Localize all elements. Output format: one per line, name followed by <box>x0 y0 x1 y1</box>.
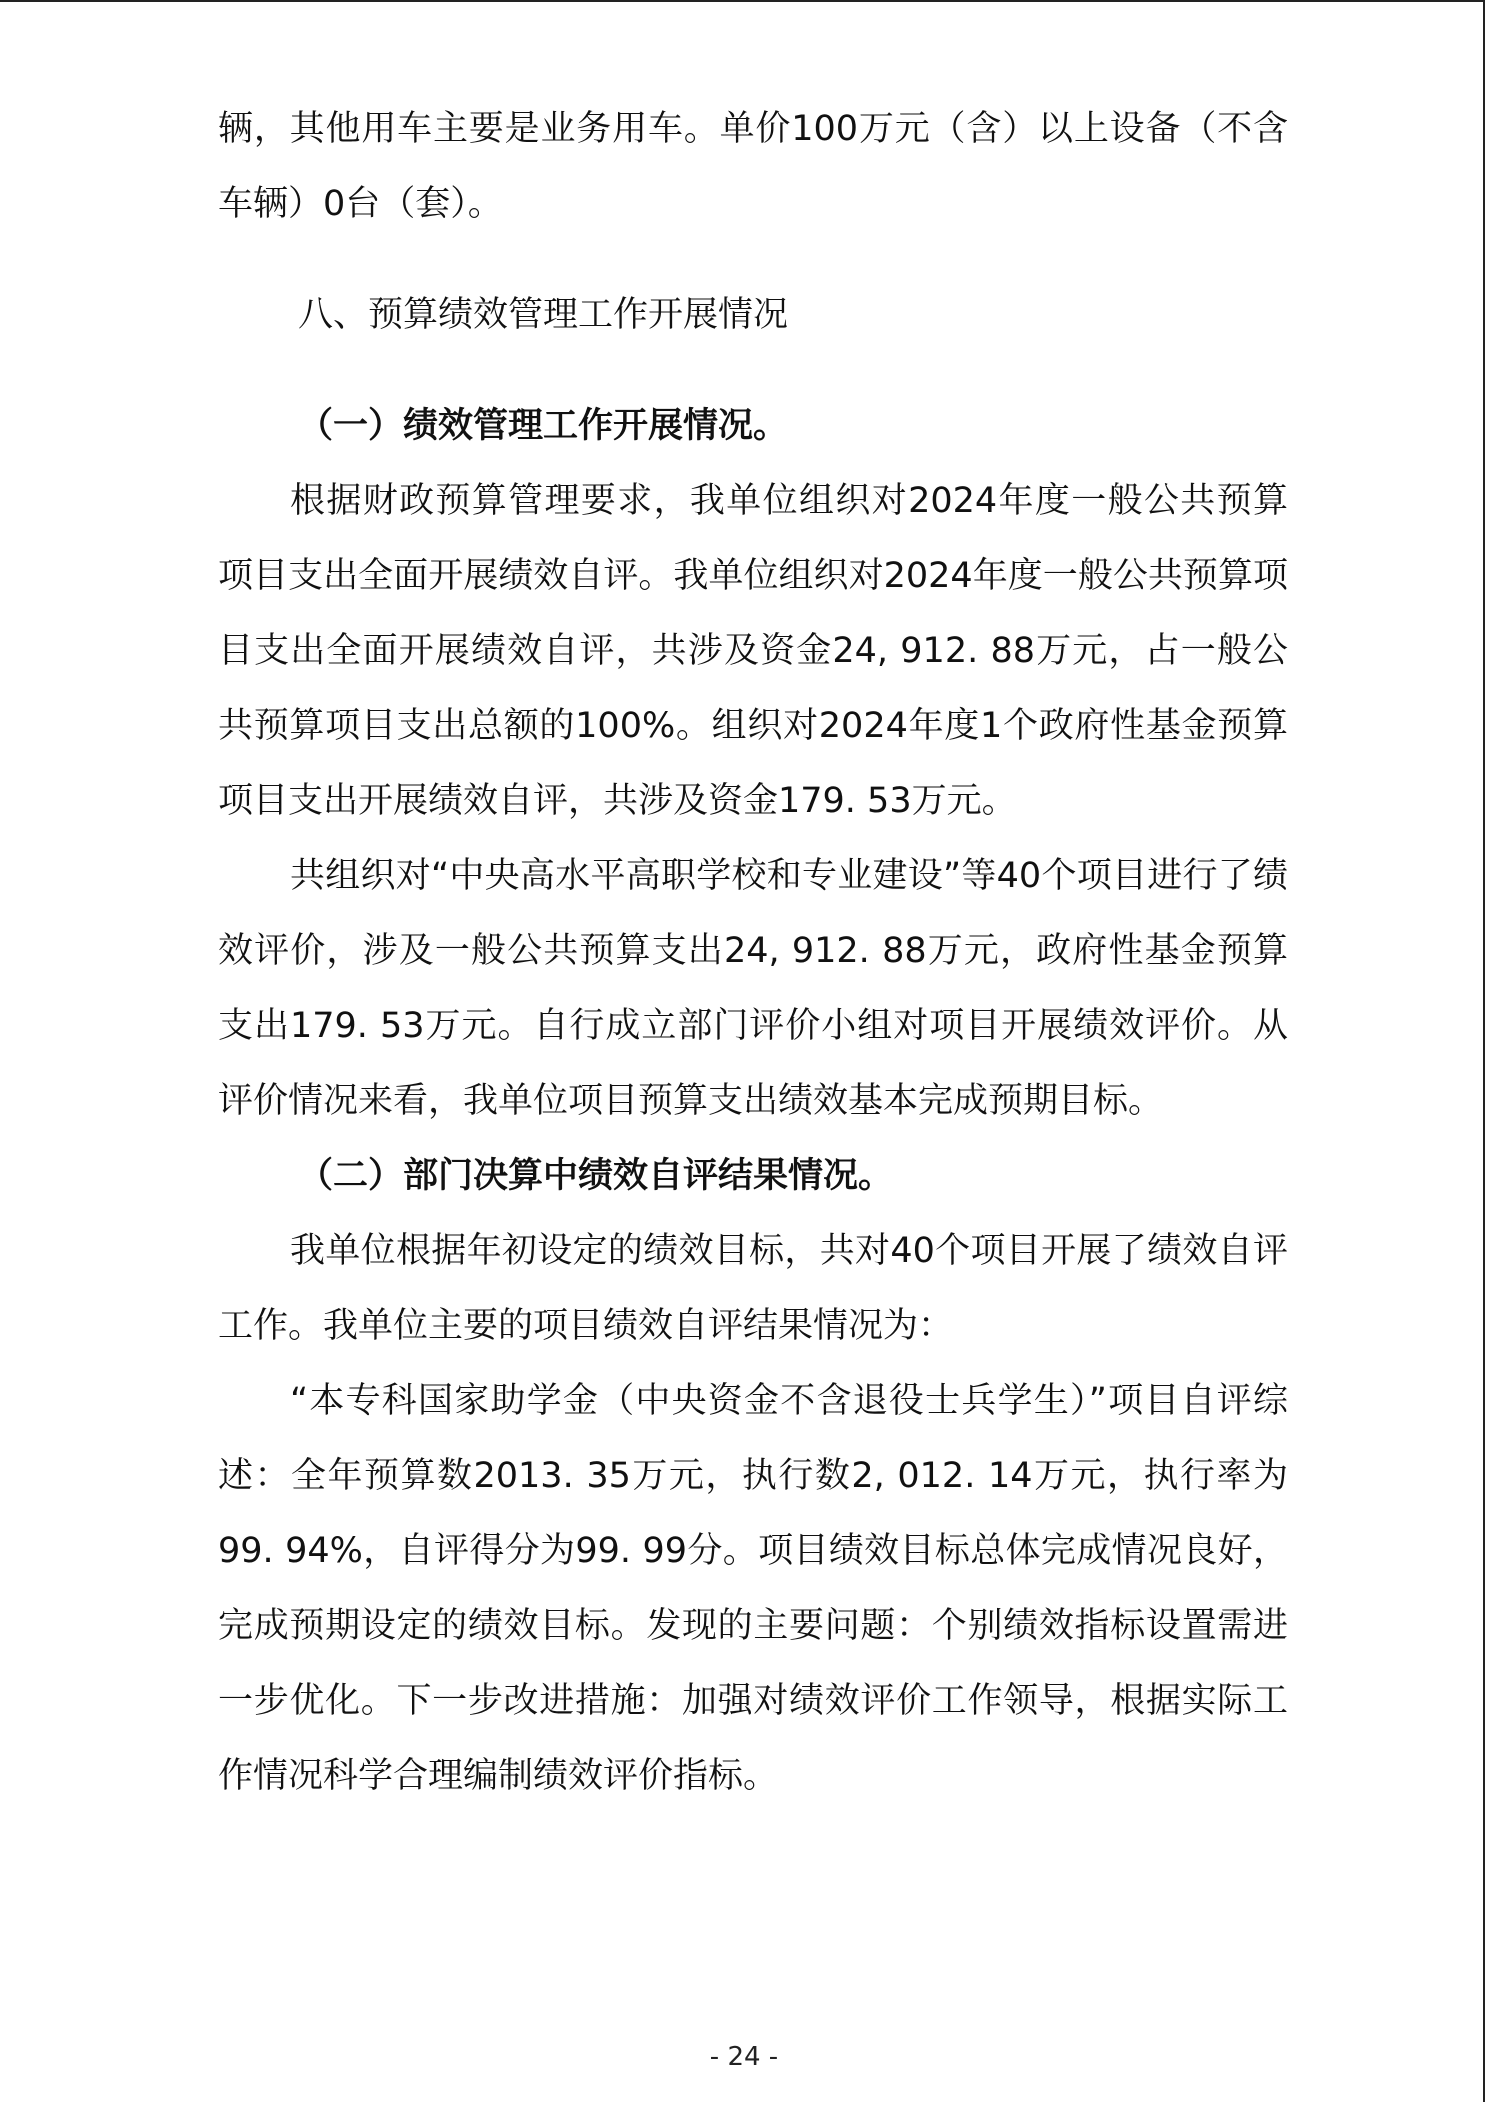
paragraph-continuation: 辆，其他用车主要是业务用车。单价100万元（含）以上设备（不含车辆）0台（套）。 <box>218 109 1288 224</box>
page-number: - 24 - <box>709 2042 779 2072</box>
subsection-heading-2: （二）部门决算中绩效自评结果情况。 <box>298 1156 894 1196</box>
subsection-heading-1: （一）绩效管理工作开展情况。 <box>298 406 789 446</box>
paragraph-project-summary: “本专科国家助学金（中央资金不含退役士兵学生）”项目自评综述：全年预算数2013. 35万元，执行数2, 012. 14万元，执行率为99. 94%，自评得分为99. 99分。项目绩效目标总体完成情况良好，完成预期设定的绩效目标。发现的主要问题：个别绩效指标设置需进一步优化。下一步改进措施：加强对绩效评价工作领导，根据实际工作情况科学合理编制绩效评价指标。 <box>218 1381 1288 1796</box>
paragraph-project-evaluation: 共组织对“中央高水平高职学校和专业建设”等40个项目进行了绩效评价，涉及一般公共预算支出24, 912. 88万元，政府性基金预算支出179. 53万元。自行成立部门评价小组对项目开展绩效评价。从评价情况来看，我单位项目预算支出绩效基本完成预期目标。 <box>218 856 1288 1121</box>
section-heading-8: 八、预算绩效管理工作开展情况 <box>298 295 789 335</box>
paragraph-performance-self-evaluation: 根据财政预算管理要求，我单位组织对2024年度一般公共预算项目支出全面开展绩效自评。我单位组织对2024年度一般公共预算项目支出全面开展绩效自评，共涉及资金24, 912. 88万元，占一般公共预算项目支出总额的100%。组织对2024年度1个政府性基金预算项目支出开展绩效自评，共涉及资金179. 53万元。 <box>218 481 1288 821</box>
paragraph-self-evaluation-results: 我单位根据年初设定的绩效目标，共对40个项目开展了绩效自评工作。我单位主要的项目绩效自评结果情况为： <box>218 1231 1288 1346</box>
document-body <box>218 92 1288 1814</box>
